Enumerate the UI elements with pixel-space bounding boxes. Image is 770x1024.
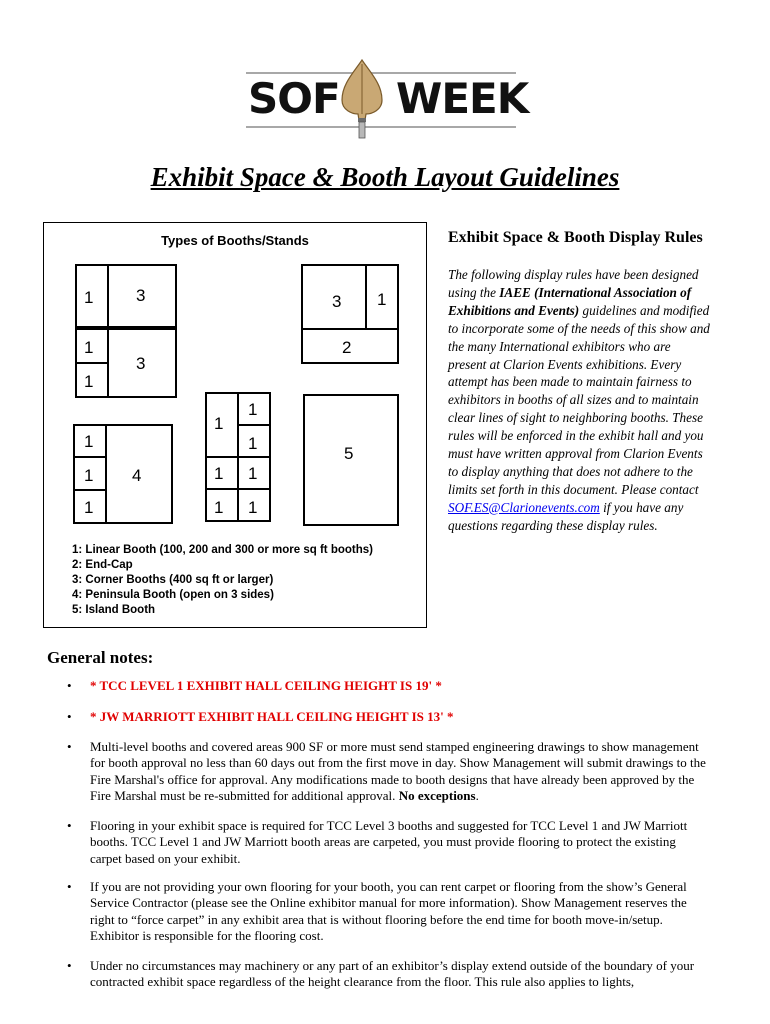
svg-text:5: 5 <box>344 444 354 463</box>
bullet-icon: • <box>67 879 72 894</box>
page-title: Exhibit Space & Booth Layout Guidelines <box>150 162 620 192</box>
svg-text:1: 1 <box>214 498 224 517</box>
rules-text-3: if you have any questions regarding these display rules. <box>448 499 684 533</box>
note-text: Under no circumstances may machinery or any part of an exhibitor’s display extend outside of the boundary of your contracted exhibit space regardless of the height clearance from the floor. This rule also applies to lights, <box>90 958 695 990</box>
booth-types-diagram <box>43 222 427 628</box>
logo-text-left: SOF <box>248 74 340 123</box>
list-item <box>67 678 707 694</box>
note-text: If you are not providing your own flooring for your booth, you can rent carpet or flooring from the show’s General Service Contractor (please see the Online exhibitor manual for more information). Show Management reserves the right to “force carpet” in any exhibit area that is without flooring before the end time for booth move-in/setup. Exhibitor is responsible for the flooring cost. <box>90 879 687 944</box>
rules-text-2: guidelines and modified to incorporate some of the needs of this show and the many International exhibitors who are present at Clarion Events exhibitions. Every attempt has been made to maintain fairness to exhibitors in booths of all sizes and to maintain clear lines of sight to neighboring booths. These rules will be enforced in the exhibit hall and you must have written approval from Clarion Events to display anything that does not adhere to the limits set forth in this document. Please contact <box>448 302 710 497</box>
note-emphasis: No exceptions <box>398 788 476 804</box>
spearhead-icon <box>332 58 392 140</box>
legend-item: 2: End-Cap <box>72 559 133 571</box>
rules-paragraph <box>448 266 710 535</box>
svg-text:1: 1 <box>84 372 94 391</box>
svg-text:4: 4 <box>132 466 142 485</box>
bullet-icon: • <box>67 739 72 754</box>
svg-text:3: 3 <box>136 286 146 305</box>
rules-text-1: The following display rules have been designed using the <box>448 267 699 300</box>
svg-text:1: 1 <box>84 288 94 307</box>
svg-text:2: 2 <box>342 338 352 357</box>
svg-text:3: 3 <box>332 292 342 311</box>
booth-legend <box>72 543 373 618</box>
legend-item: 3: Corner Booths (400 sq ft or larger) <box>72 574 274 586</box>
note-text: * JW MARRIOTT EXHIBIT HALL CEILING HEIGHT IS 13' * <box>90 709 454 724</box>
general-notes-heading: General notes: <box>47 648 154 667</box>
list-item <box>67 818 707 867</box>
legend-item: 5: Island Booth <box>72 604 156 616</box>
contact-email-link[interactable]: SOF.ES@Clarionevents.com <box>448 499 600 515</box>
svg-text:1: 1 <box>248 464 258 483</box>
bullet-icon: • <box>67 678 72 693</box>
note-text-end: . <box>475 788 479 804</box>
svg-text:1: 1 <box>248 498 258 517</box>
legend-item: 1: Linear Booth (100, 200 and 300 or more sq ft booths) <box>72 544 373 556</box>
note-text: * TCC LEVEL 1 EXHIBIT HALL CEILING HEIGHT IS 19' * <box>90 678 442 693</box>
note-text-main: Multi-level booths and covered areas 900 SF or more must send stamped engineering drawings to show management for booth approval no less than 60 days out from the first move in day. Show Management will submit drawings to the Fire Marshal's office for approval. Any modifications made to booth designs that have already been approved by the Fire Marshal must be re-submitted for additional approval. <box>90 739 706 804</box>
note-text: Flooring in your exhibit space is required for TCC Level 3 booths and suggested for TCC Level 1 and JW Marriott booths. TCC Level 1 and JW Marriott booth areas are carpeted, you must provide flooring to protect the existing carpet based on your exhibit. <box>90 818 688 866</box>
bullet-icon: • <box>67 818 72 833</box>
svg-text:1: 1 <box>248 434 258 453</box>
diagram-title: Types of Booths/Stands <box>161 233 309 248</box>
note-text <box>90 739 707 805</box>
bullet-icon: • <box>67 958 72 973</box>
legend-item: 4: Peninsula Booth (open on 3 sides) <box>72 589 274 601</box>
list-item <box>67 739 707 805</box>
logo-text-right: WEEK <box>396 74 529 123</box>
list-item <box>67 879 707 945</box>
list-item <box>67 709 707 725</box>
svg-text:1: 1 <box>84 432 94 451</box>
svg-text:1: 1 <box>214 414 224 433</box>
svg-text:1: 1 <box>377 290 387 309</box>
svg-text:1: 1 <box>84 338 94 357</box>
svg-text:1: 1 <box>84 466 94 485</box>
rules-org-name: IAEE (International Association of Exhibitions and Events) <box>448 284 692 318</box>
bullet-icon: • <box>67 709 72 724</box>
sof-week-logo <box>246 58 529 140</box>
list-item <box>67 958 707 991</box>
rules-heading: Exhibit Space & Booth Display Rules <box>448 229 703 246</box>
svg-text:1: 1 <box>84 498 94 517</box>
svg-text:1: 1 <box>248 400 258 419</box>
svg-text:1: 1 <box>214 464 224 483</box>
svg-text:3: 3 <box>136 354 146 373</box>
